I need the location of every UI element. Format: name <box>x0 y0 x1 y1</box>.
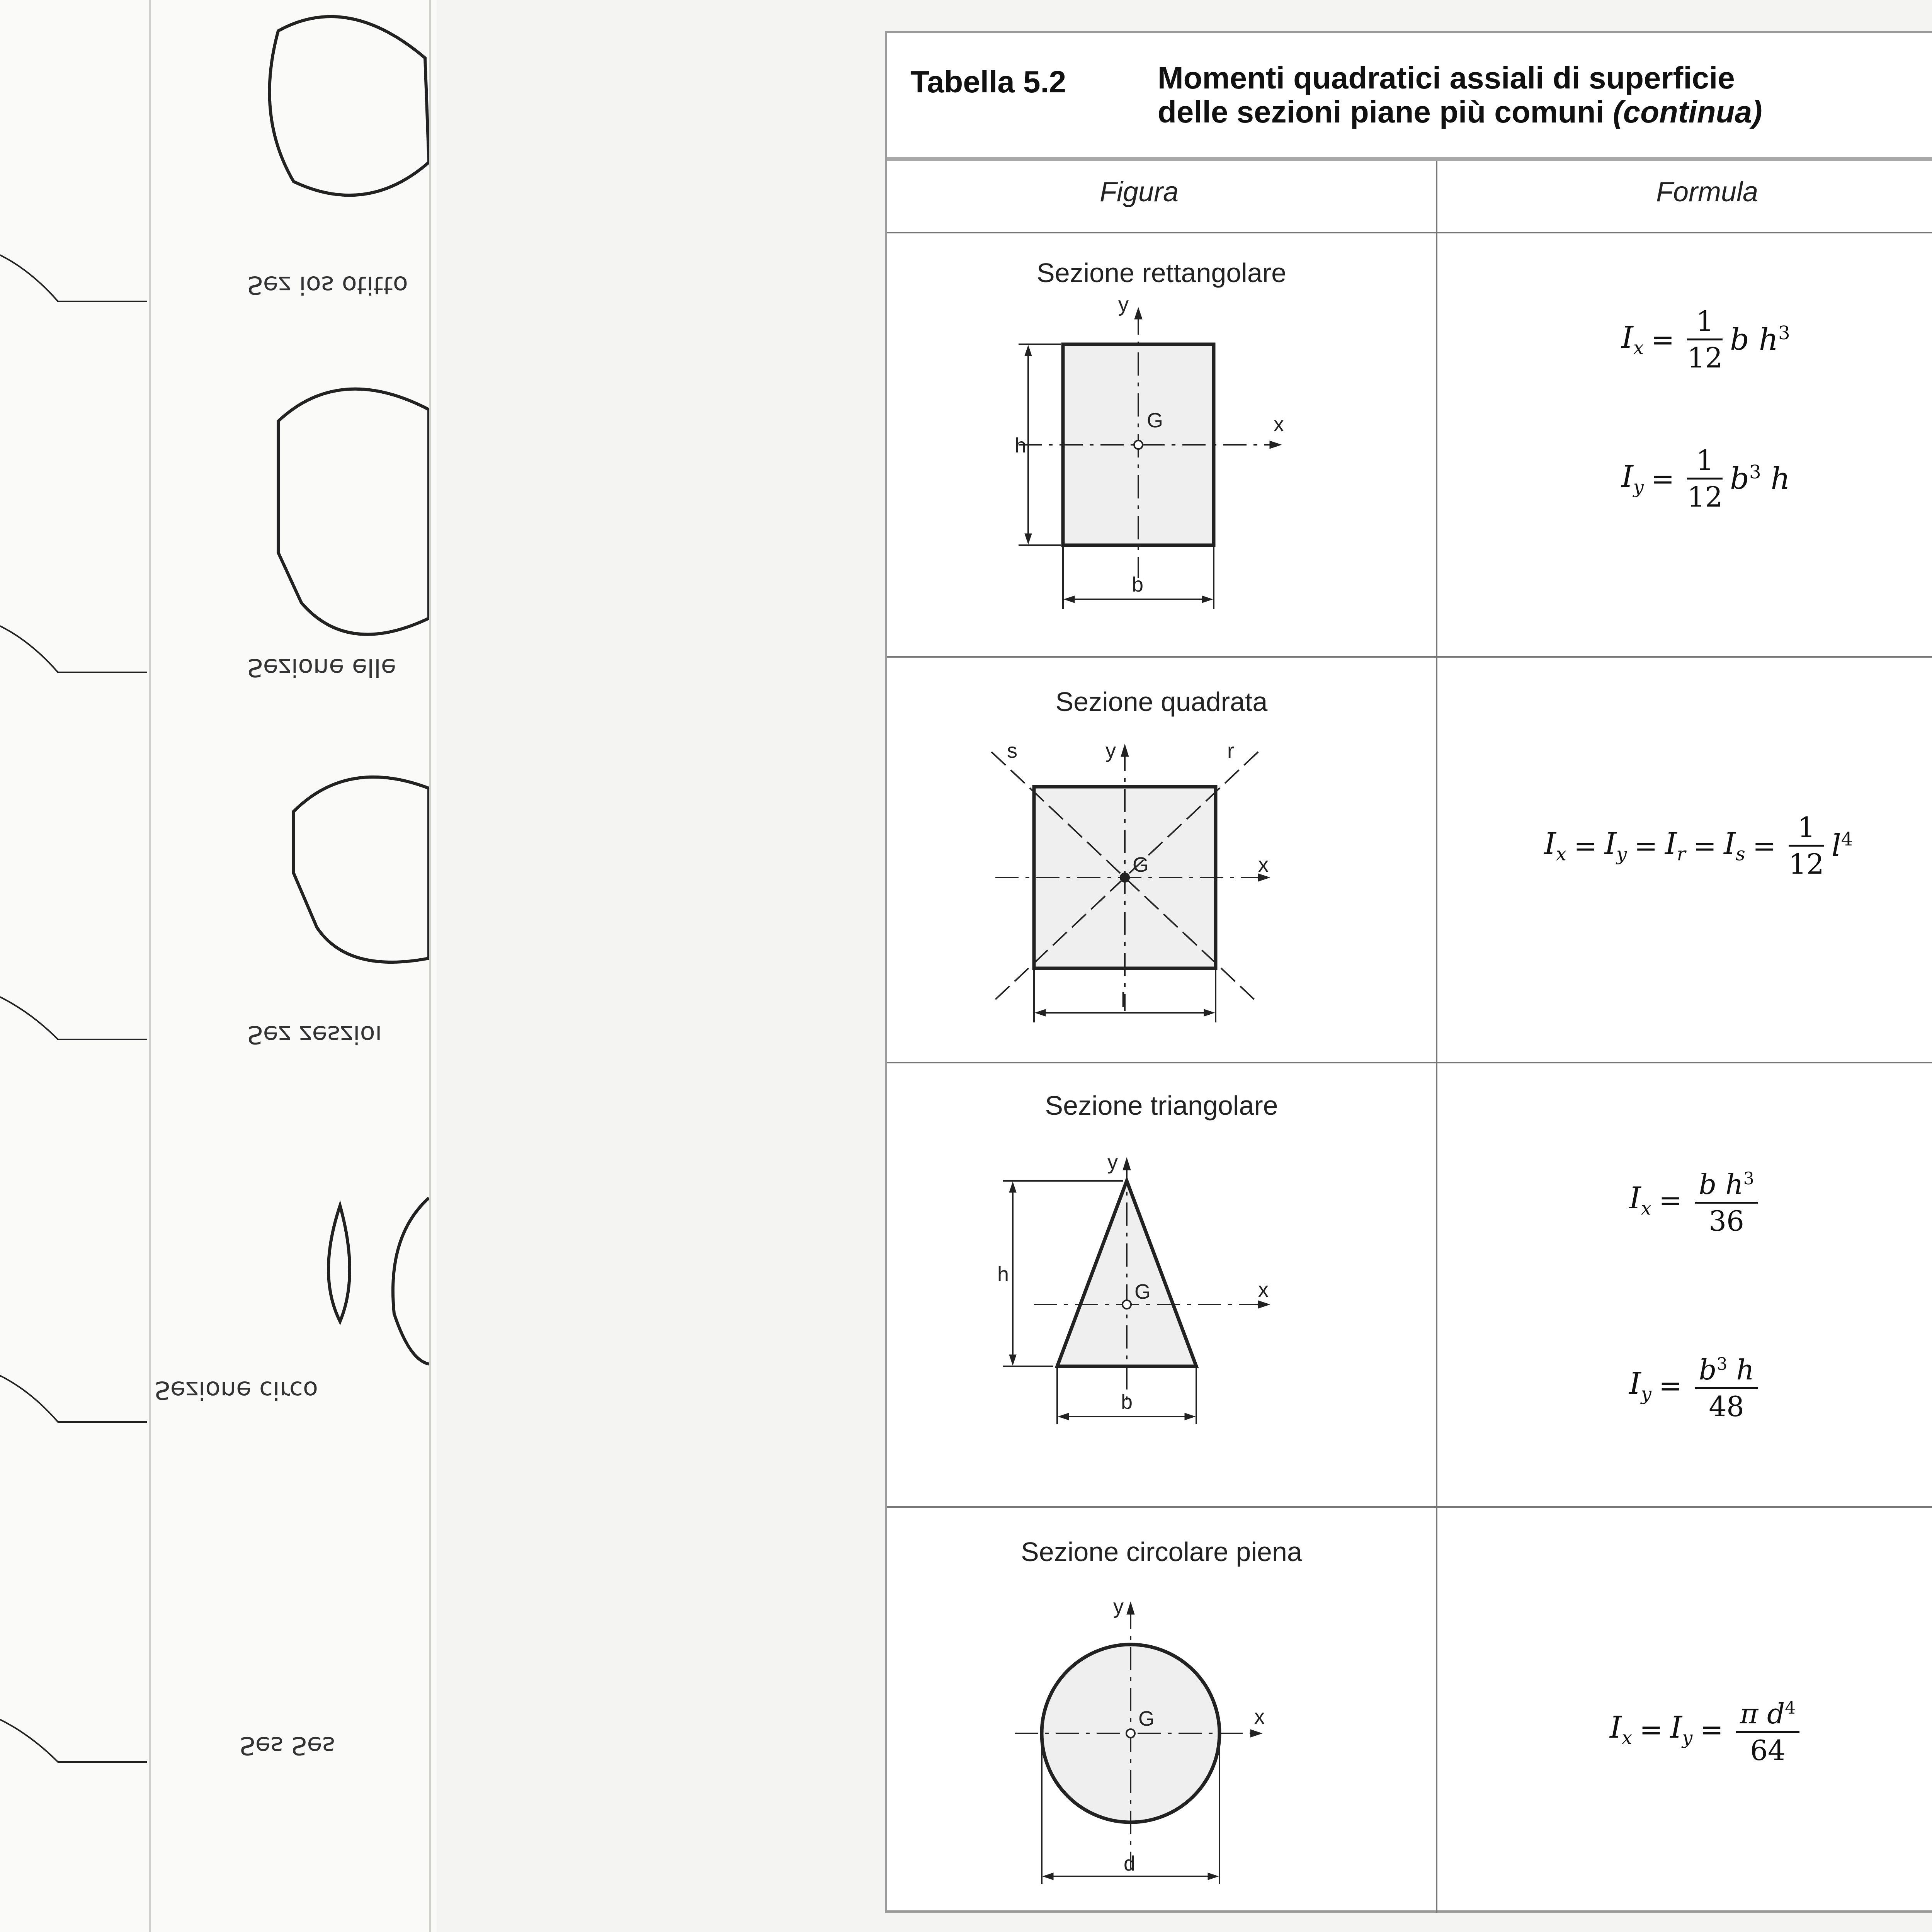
fraction-numerator: π $d^4$ <box>1736 1691 1799 1733</box>
label-y: y <box>1118 300 1129 316</box>
table-label: Tabella 5.2 <box>910 65 1066 99</box>
fraction-denominator: 12 <box>1687 342 1723 374</box>
title-continua: (continua) <box>1612 95 1762 129</box>
table-title-line2 <box>1158 95 1762 129</box>
mirrored-text: Sez ios otitto <box>247 270 408 299</box>
row-title-rettangolare: Sezione rettangolare <box>1037 258 1286 288</box>
row-divider <box>887 1506 1932 1508</box>
figure-circle <box>887 1598 1436 1900</box>
page-fold <box>429 0 431 1932</box>
fraction-numerator: 1 <box>1789 810 1824 847</box>
table-header <box>887 33 1932 161</box>
row-divider <box>887 656 1932 658</box>
row-title-circolare: Sezione circolare piena <box>1021 1537 1302 1567</box>
formula-tri-ix: $I_x$ = $\frac{b h^3}{36}$ <box>1629 1162 1764 1238</box>
page-fold <box>149 0 151 1932</box>
label-g: G <box>1134 1280 1151 1303</box>
fraction-denominator: 64 <box>1750 1734 1786 1767</box>
row-title-triangolare: Sezione triangolare <box>1045 1090 1278 1121</box>
formula-rect-iy: $I_y$ = $\frac{1}{12}$ $b^3$ h <box>1621 443 1790 514</box>
mirrored-text: Ses Ses <box>240 1731 335 1760</box>
table-title-line1: Momenti quadratici assiali di superficie <box>1158 61 1735 95</box>
left-facing-page <box>0 0 437 1932</box>
fraction-numerator: 1 <box>1687 304 1723 340</box>
fraction-denominator: 12 <box>1687 481 1723 513</box>
mirrored-text: Sezionе circo <box>155 1376 318 1404</box>
formula-square: $I_x = I_y = I_r = I_s$ = $\frac{1}{12}$ $l^4$ <box>1544 810 1853 881</box>
label-x: x <box>1274 413 1284 436</box>
fraction-numerator: 1 <box>1687 443 1723 480</box>
table-frame <box>885 31 1932 1913</box>
formula-lhs: $I_x$ <box>1621 320 1644 359</box>
fraction-denominator: 36 <box>1709 1205 1744 1237</box>
column-header-formula: Formula <box>1656 177 1759 207</box>
label-d: d <box>1124 1852 1136 1875</box>
label-g: G <box>1133 853 1149 876</box>
fraction-numerator: b $h^3$ <box>1695 1162 1758 1204</box>
label-h: h <box>1015 434 1027 457</box>
figure-square <box>887 740 1436 1057</box>
figure-rectangle <box>887 300 1436 648</box>
label-l: l <box>1121 988 1126 1012</box>
row-title-quadrata: Sezione quadrata <box>1055 687 1268 717</box>
label-b: b <box>1132 573 1144 596</box>
label-x: x <box>1258 1278 1269 1301</box>
label-y: y <box>1107 1154 1118 1174</box>
label-h: h <box>997 1263 1009 1286</box>
label-g: G <box>1147 409 1163 432</box>
row-divider <box>887 1062 1932 1063</box>
fraction-denominator: 48 <box>1709 1390 1744 1423</box>
mirrored-text: Sez zeszioı <box>247 1020 382 1049</box>
formula-rhs: $b^3$ h <box>1730 461 1790 496</box>
title-line2-text: delle sezioni piane più comuni <box>1158 95 1604 129</box>
label-y: y <box>1105 740 1116 762</box>
label-r: r <box>1227 740 1234 762</box>
formula-rect-ix: $I_x$ = $\frac{1}{12}$ b $h^3$ <box>1621 304 1790 375</box>
fraction-denominator: 12 <box>1789 848 1824 880</box>
row-divider <box>887 232 1932 233</box>
column-divider <box>1436 161 1437 1913</box>
column-header-figura: Figura <box>1100 177 1179 207</box>
label-s: s <box>1007 740 1017 762</box>
fraction-numerator: $b^3$ h <box>1695 1347 1758 1389</box>
label-g: G <box>1138 1707 1155 1730</box>
formula-lhs: $I_y$ <box>1621 459 1644 498</box>
label-y: y <box>1113 1598 1124 1618</box>
mirrored-text: Sezione elle <box>247 653 396 682</box>
formula-rhs: b $h^3$ <box>1730 322 1790 357</box>
formula-tri-iy: $I_y$ = $\frac{b^3 h}{48}$ <box>1629 1347 1764 1424</box>
table-title <box>1158 61 1762 129</box>
formula-circle: $I_x = I_y$ = $\frac{\pi d^4}{64}$ <box>1610 1691 1805 1768</box>
figure-triangle <box>887 1154 1436 1502</box>
label-x: x <box>1254 1705 1265 1728</box>
label-b: b <box>1121 1390 1133 1413</box>
label-x: x <box>1258 853 1269 876</box>
